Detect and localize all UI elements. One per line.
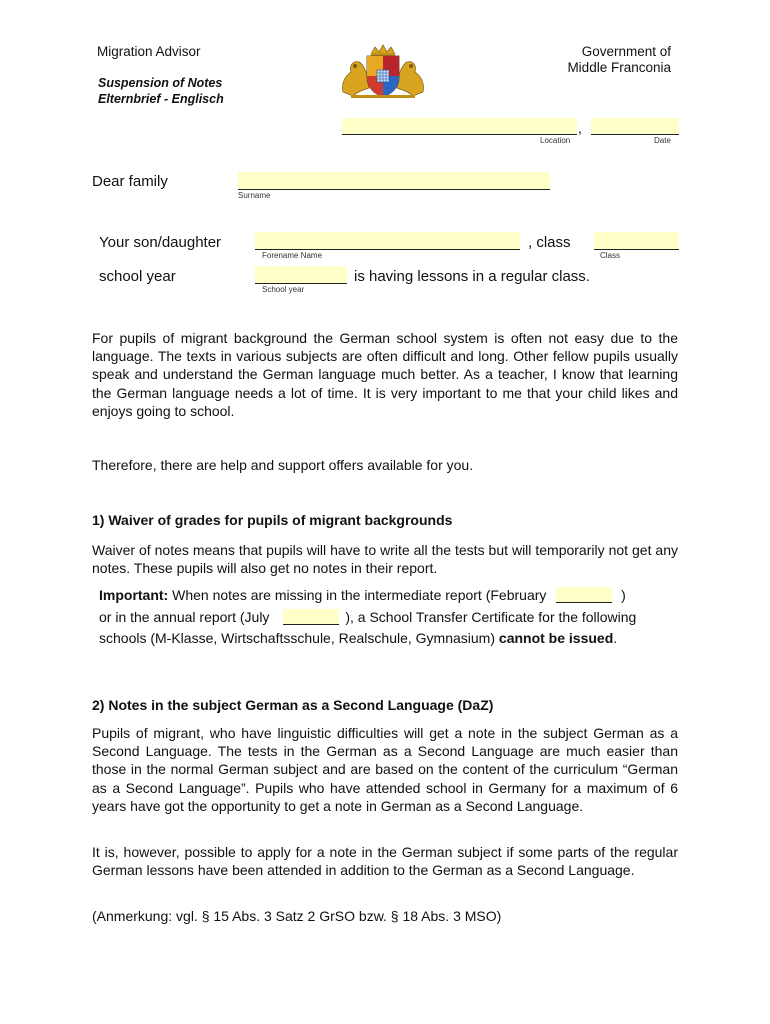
class-label: , class xyxy=(528,234,571,251)
section2-paragraph1: Pupils of migrant, who have linguistic difficulties will get a note in the subject German as a Second Language. The tests in the German as a Second Language are much easier than those in the normal German subject and are based on the content of the curriculum “German as a Second Language”. Pupils who have attended school in Germany for a maximum of 6 years have got the opportunity to get a note in German as a Second Language. xyxy=(92,725,678,814)
july-field[interactable] xyxy=(283,609,339,625)
important-part4: ), a School Transfer Certificate for the following schools (M-Klasse, Wirtschaftsschule, Realschule, Gymnasium) xyxy=(99,608,637,646)
section1-text: Waiver of notes means that pupils will have to write all the tests but will temporarily not get any notes. These pupils will also get no notes in their report. xyxy=(92,542,678,577)
important-part2: ) xyxy=(621,587,626,603)
lessons-text: is having lessons in a regular class. xyxy=(354,268,590,285)
important-part1: When notes are missing in the intermediate report (February xyxy=(172,587,547,603)
date-caption: Date xyxy=(654,136,671,145)
support-paragraph: Therefore, there are help and support offers available for you. xyxy=(92,457,474,473)
class-caption: Class xyxy=(600,251,621,260)
intro-paragraph: For pupils of migrant background the German school system is often not easy due to the language. The texts in various subjects are often difficult and long. Other fellow pupils usually speak and understand the German language much better. As a teacher, I know that learning the German language needs a lot of time. It is very important to me that your child likes and enjoys going to school. xyxy=(92,330,678,419)
important-bold-end: cannot be issued xyxy=(498,630,614,646)
subtitle-line2: Elternbrief - Englisch xyxy=(98,92,224,106)
forename-field[interactable] xyxy=(255,232,520,250)
header-right-title xyxy=(567,44,671,76)
february-field[interactable] xyxy=(556,587,612,603)
important-label: Important: xyxy=(99,587,169,603)
son-daughter-label: Your son/daughter xyxy=(99,234,222,251)
important-part3: or in the annual report (July xyxy=(99,608,270,625)
subtitle-line1: Suspension of Notes xyxy=(98,76,223,90)
legal-annotation: (Anmerkung: vgl. § 15 Abs. 3 Satz 2 GrSO bzw. § 18 Abs. 3 MSO) xyxy=(92,908,502,924)
document-subtitle xyxy=(98,75,224,107)
section1-heading: 1) Waiver of grades for pupils of migrant backgrounds xyxy=(92,512,453,528)
important-period: . xyxy=(613,630,618,646)
header-left-title: Migration Advisor xyxy=(97,44,201,59)
location-field[interactable] xyxy=(342,118,577,135)
important-notice xyxy=(99,585,679,650)
header-right-line2: Middle Franconia xyxy=(567,60,671,75)
section2-heading: 2) Notes in the subject German as a Second Language (DaZ) xyxy=(92,697,494,713)
school-year-label: school year xyxy=(99,268,176,285)
bavarian-coat-of-arms-icon xyxy=(339,44,427,98)
section2-paragraph2: It is, however, possible to apply for a note in the German subject if some parts of the regular German lessons have been attended in addition to the German as a Second Language. xyxy=(92,844,678,879)
class-field[interactable] xyxy=(594,232,679,250)
school-year-field[interactable] xyxy=(255,266,347,284)
date-field[interactable] xyxy=(591,118,679,135)
forename-caption: Forename Name xyxy=(262,251,323,260)
surname-caption: Surname xyxy=(238,191,271,200)
header-right-line1: Government of xyxy=(581,44,671,59)
surname-field[interactable] xyxy=(238,172,550,190)
location-caption: Location xyxy=(540,136,571,145)
greeting-label: Dear family xyxy=(92,173,168,190)
school-year-caption: School year xyxy=(262,285,305,294)
location-date-separator: , xyxy=(578,120,582,136)
